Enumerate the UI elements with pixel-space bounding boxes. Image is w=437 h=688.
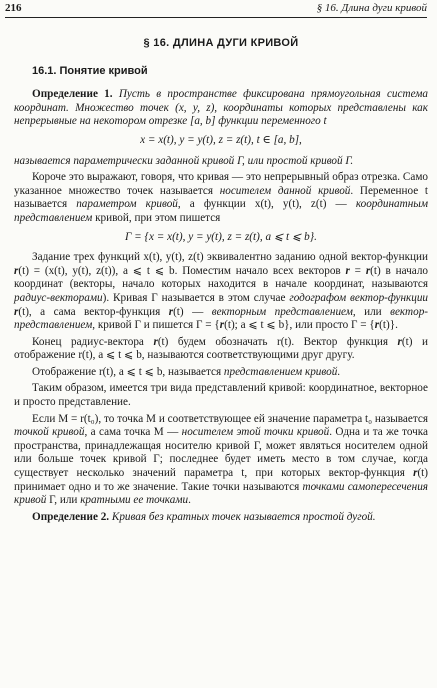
vector-r: r: [14, 264, 19, 277]
page-body: [14, 37, 428, 527]
text-run: (t), а сама вектор-функция: [18, 305, 169, 318]
running-head: § 16. Длина дуги кривой: [316, 2, 427, 14]
term-radius-vectors: радиус-векторами: [14, 291, 103, 304]
section-title: § 16. ДЛИНА ДУГИ КРИВОЙ: [143, 37, 299, 49]
term-carrier: носителем данной кривой: [219, 184, 351, 197]
paragraph-curve-point: [14, 413, 428, 508]
vector-r: r: [374, 319, 380, 332]
term-parameter: параметром кривой: [76, 198, 178, 211]
vector-r: r: [153, 335, 158, 348]
text-run: (t) в начало координат (векторы, начало которых находится в начале координат, называются: [14, 264, 429, 291]
term-vector-repr-short: вектор-представлением: [14, 305, 429, 332]
paragraph-three-kinds: Таким образом, имеется три вида представлений кривой: координатное, векторное и просто представление.: [14, 382, 428, 409]
vector-r: r: [413, 467, 418, 480]
definition-1-text: Пусть в пространстве фиксирована прямоугольная система координат. Множество точек (x, y, z), координаты которых представлены как непрерывные на некотором отрезке [a, b] функции переменного t: [14, 88, 428, 128]
term-curve-representation: представлением кривой: [223, 365, 338, 378]
vector-r: r: [345, 264, 350, 277]
paragraph-radius-vector-end: [14, 336, 428, 363]
definition-2: [14, 511, 428, 525]
vector-r: r: [397, 335, 402, 348]
text-run: (t); a ⩽ t ⩽ b}, или просто Γ = {: [224, 319, 375, 332]
term-hodograph: годографом вектор-функции: [289, 291, 429, 304]
term-multiple-points: кратными ее точками: [80, 494, 189, 507]
text-run: .: [188, 494, 191, 507]
vector-r: r: [219, 319, 225, 332]
vector-r: r: [14, 305, 19, 318]
text-run: , а сама точка M —: [84, 426, 182, 439]
term-curve-point: точкой кривой: [14, 426, 85, 439]
text-run: ). Кривая Γ называется в этом случае: [102, 291, 290, 304]
text-run: , кривой Γ и пишется Γ = {: [92, 319, 220, 332]
text-run: . Переменное t называется: [14, 184, 428, 211]
term-vector-representation: векторным представлением: [211, 305, 353, 318]
definition-1-end: называется параметрически заданной кривой Γ, или простой кривой Γ.: [14, 154, 354, 167]
term-point-carrier: носителем этой точки кривой: [181, 426, 330, 439]
text-run: Γ, или: [46, 494, 81, 507]
page-number: 216: [5, 2, 22, 14]
text-run: =: [349, 264, 366, 277]
text-run: (t) принимает одно и то же значение. Такие точки называются: [14, 467, 428, 493]
formula-curve-set: Γ = {x = x(t), y = y(t), z = z(t), a ⩽ t ⩽ b}.: [125, 230, 317, 243]
vector-r: r: [365, 264, 371, 277]
definition-2-text: Кривая без кратных точек называется простой дугой.: [109, 510, 376, 523]
text-run: .: [337, 365, 341, 378]
paragraph-representation: [14, 366, 428, 380]
paragraph-short: [14, 171, 428, 225]
text-run: (t) будем обозначать r(t). Вектор функция: [157, 335, 398, 348]
text-run: , а функции x(t), y(t), z(t) —: [177, 198, 356, 211]
text-run: Если M = r(t₀), то точка M и соответствующее ей значение параметра t₀ называется: [32, 412, 428, 425]
text-run: кривой, при этом пишется: [92, 211, 221, 224]
definition-1: [14, 88, 428, 129]
definition-1-label: Определение 1.: [32, 88, 113, 101]
formula-parametric: x = x(t), y = y(t), z = z(t), t ∈ [a, b],: [140, 133, 302, 146]
text-run: (t) = (x(t), y(t), z(t)), a ⩽ t ⩽ b. Поместим начало всех векторов: [18, 264, 346, 277]
text-run: . Одна и та же точка пространства, принадлежащая носителю кривой Γ, может являться носителем одной или больше точек кривой Γ; последнее будет иметь место в том случае, когда существует несколько значений параметра t, при которых вектор-функция: [14, 426, 429, 480]
text-run: (t) —: [173, 305, 212, 318]
text-run: , или: [352, 305, 391, 318]
text-run: Задание трех функций x(t), y(t), z(t) эквивалентно заданию одной вектор-функции: [32, 251, 428, 264]
term-self-intersection: точками самопересечения кривой: [14, 480, 428, 507]
header-rule: [5, 17, 427, 18]
text-run: Короче это выражают, говоря, что кривая — это непрерывный образ отрезка. Само указанное множество точек называется: [14, 171, 428, 197]
vector-r: r: [168, 305, 174, 318]
subsection-title: 16.1. Понятие кривой: [32, 64, 148, 77]
term-coordinate-representation: координатным представлением: [14, 198, 428, 224]
definition-2-label: Определение 2.: [32, 510, 110, 523]
paragraph-vector-function: [14, 251, 428, 333]
text-run: (t)}.: [379, 319, 398, 332]
text-run: Отображение r(t), a ⩽ t ⩽ b, называется: [32, 365, 224, 378]
text-run: Конец радиус-вектора: [32, 335, 154, 348]
text-run: (t) и отображение r(t), a ⩽ t ⩽ b, называются соответствующими друг другу.: [14, 335, 429, 362]
page-header: [5, 2, 427, 16]
